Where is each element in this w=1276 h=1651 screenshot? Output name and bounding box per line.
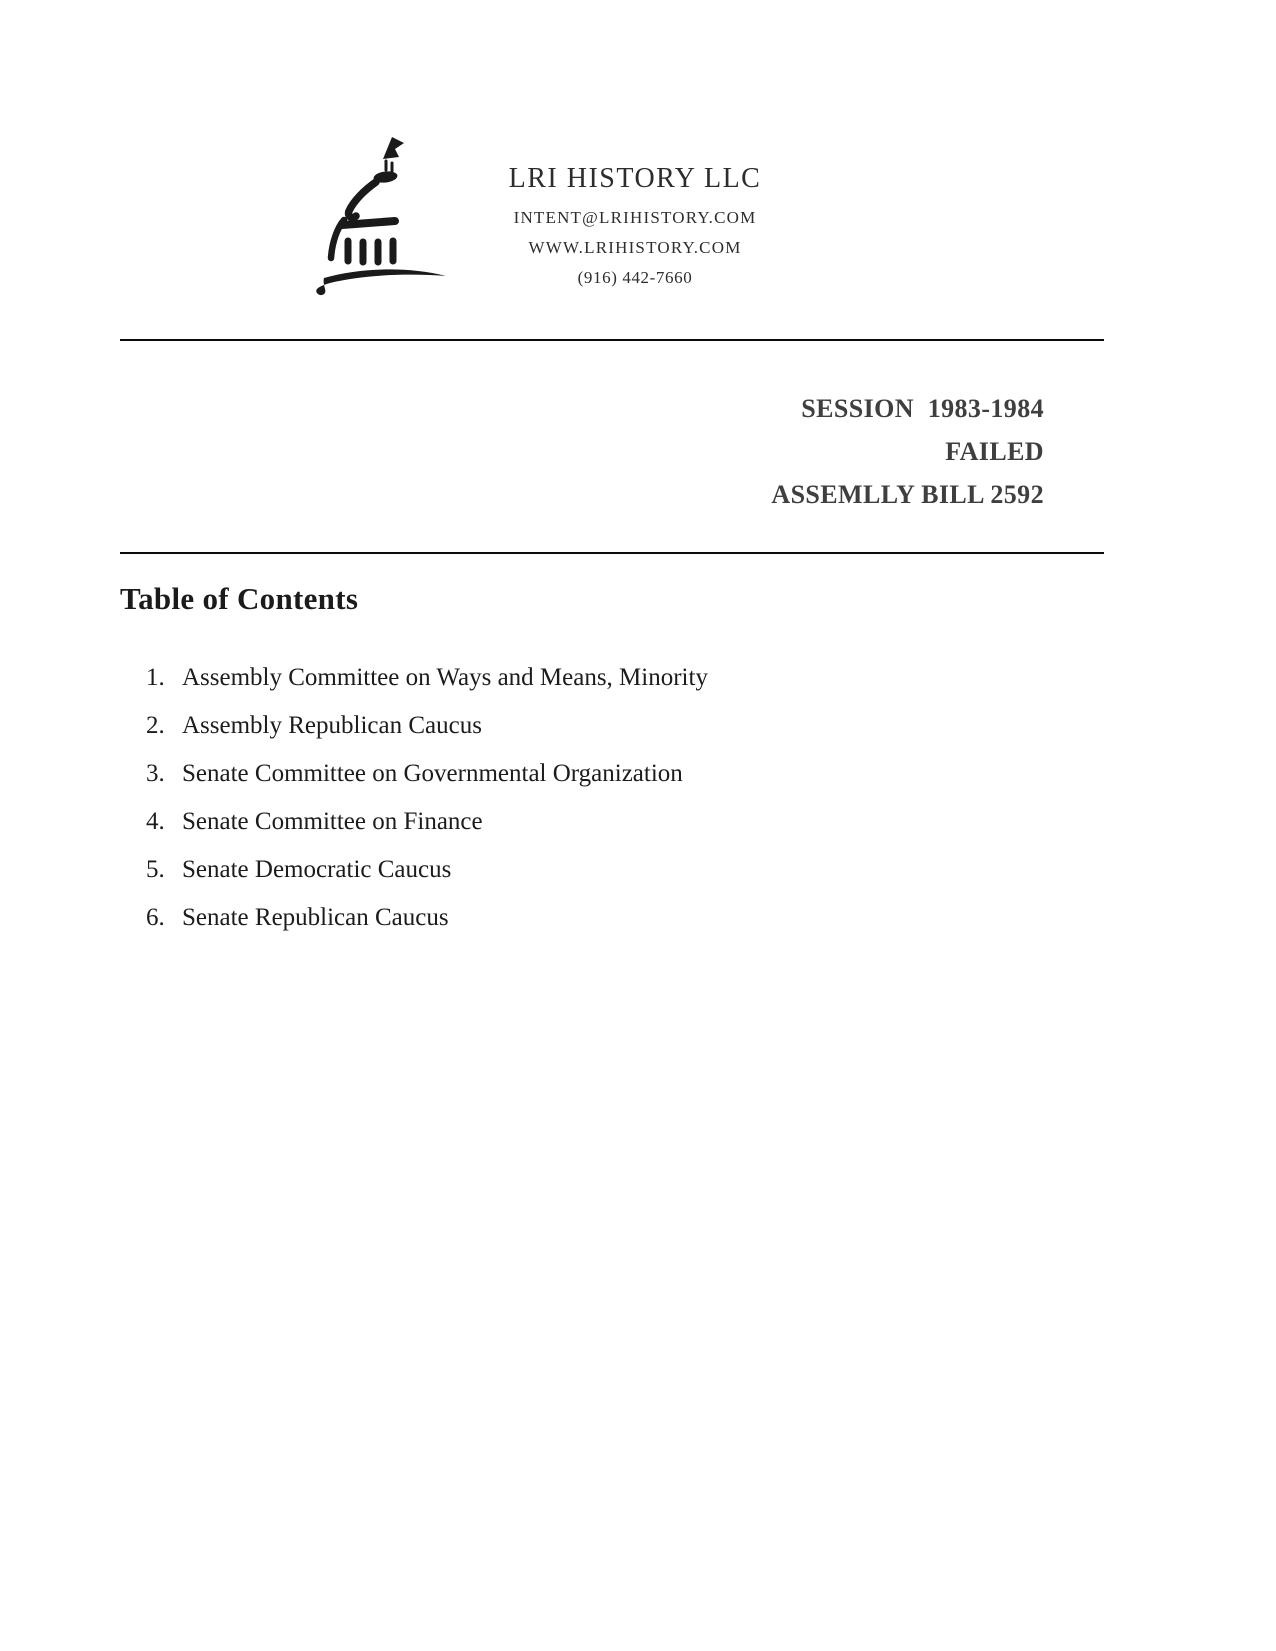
toc-item-number: 3. — [146, 760, 165, 787]
toc-list — [120, 663, 1120, 933]
toc-item-number: 5. — [146, 856, 165, 883]
toc-item-label: Senate Republican Caucus — [182, 904, 449, 931]
toc-item-number: 4. — [146, 808, 165, 835]
case-identification-block — [120, 387, 1044, 516]
toc-item-number: 1. — [146, 664, 165, 691]
toc-item-number: 2. — [146, 712, 165, 739]
email-address: INTENT@LRIHISTORY.COM — [513, 208, 757, 227]
toc-item-label: Assembly Committee on Ways and Means, Minority — [182, 664, 708, 691]
toc-item — [120, 903, 1120, 933]
session-line: SESSION 1983-1984 — [801, 394, 1044, 423]
phone-number: (916) 442-7660 — [577, 268, 693, 287]
toc-item-label: Senate Committee on Finance — [182, 808, 483, 835]
toc-item-label: Senate Democratic Caucus — [182, 856, 452, 883]
toc-item — [120, 807, 1120, 837]
toc-title: Table of Contents — [120, 581, 359, 616]
status-line: FAILED — [945, 437, 1044, 466]
table-of-contents — [120, 581, 1120, 951]
toc-item-label: Assembly Republican Caucus — [182, 712, 482, 739]
letterhead — [455, 163, 815, 288]
toc-item — [120, 759, 1120, 789]
toc-item — [120, 663, 1120, 693]
toc-item — [120, 855, 1120, 885]
company-name: LRI HISTORY LLC — [508, 163, 762, 194]
divider-bottom — [120, 552, 1104, 554]
divider-top — [120, 339, 1104, 341]
toc-item-number: 6. — [146, 904, 165, 931]
toc-item — [120, 711, 1120, 741]
bill-line: ASSEMLLY BILL 2592 — [771, 480, 1044, 509]
website-url: WWW.LRIHISTORY.COM — [528, 238, 742, 257]
capitol-dome-logo-icon — [298, 130, 460, 298]
toc-item-label: Senate Committee on Governmental Organization — [182, 760, 683, 787]
